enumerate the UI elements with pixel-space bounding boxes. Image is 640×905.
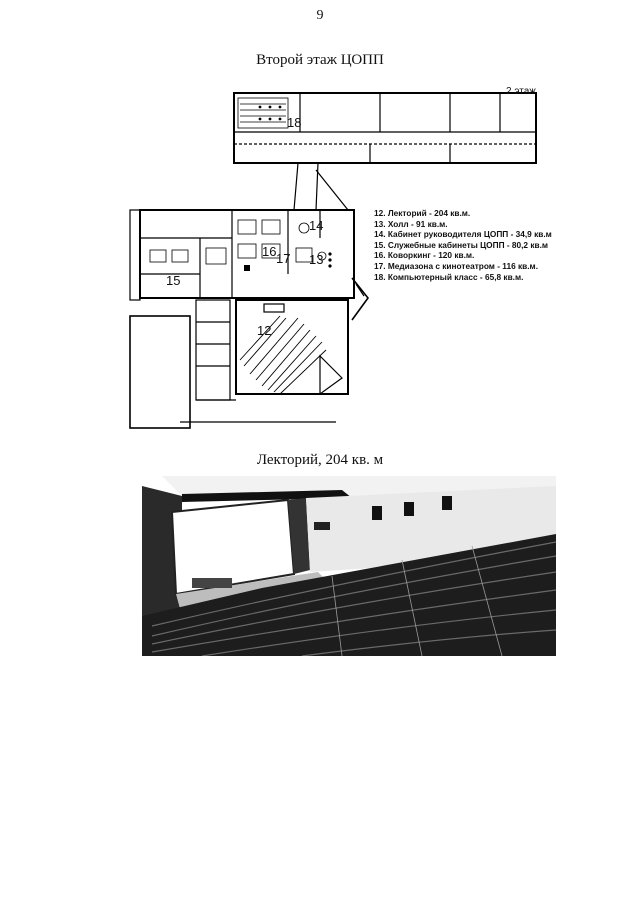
legend-item: 18. Компьютерный класс - 65,8 кв.м. bbox=[374, 271, 524, 282]
page-number: 9 bbox=[316, 8, 324, 23]
room-number-16: 16 bbox=[262, 244, 277, 259]
room-legend bbox=[374, 208, 552, 282]
room-number-15: 15 bbox=[166, 273, 181, 288]
legend-item: 14. Кабинет руководителя ЦОПП - 34,9 кв.м bbox=[374, 229, 552, 240]
lecture-hall-photo bbox=[142, 476, 556, 656]
photo-caption: Лекторий, 204 кв. м bbox=[256, 452, 384, 468]
legend-item: 17. Медиазона с кинотеатром - 116 кв.м. bbox=[374, 260, 538, 271]
room-number-12: 12 bbox=[257, 323, 272, 338]
legend-item: 15. Служебные кабинеты ЦОПП - 80,2 кв.м bbox=[374, 239, 549, 250]
room-number-14: 14 bbox=[309, 218, 324, 233]
room-number-18: 18 bbox=[287, 115, 302, 130]
legend-item: 12. Лекторий - 204 кв.м. bbox=[374, 208, 471, 218]
room-number-17: 17 bbox=[276, 251, 291, 266]
legend-item: 16. Коворкинг - 120 кв.м. bbox=[374, 250, 475, 261]
room-number-13: 13 bbox=[309, 252, 324, 267]
legend-item: 13. Холл - 91 кв.м. bbox=[374, 218, 448, 229]
floor-label: 2 этаж bbox=[506, 86, 536, 97]
plan-title: Второй этаж ЦОПП bbox=[256, 52, 384, 68]
